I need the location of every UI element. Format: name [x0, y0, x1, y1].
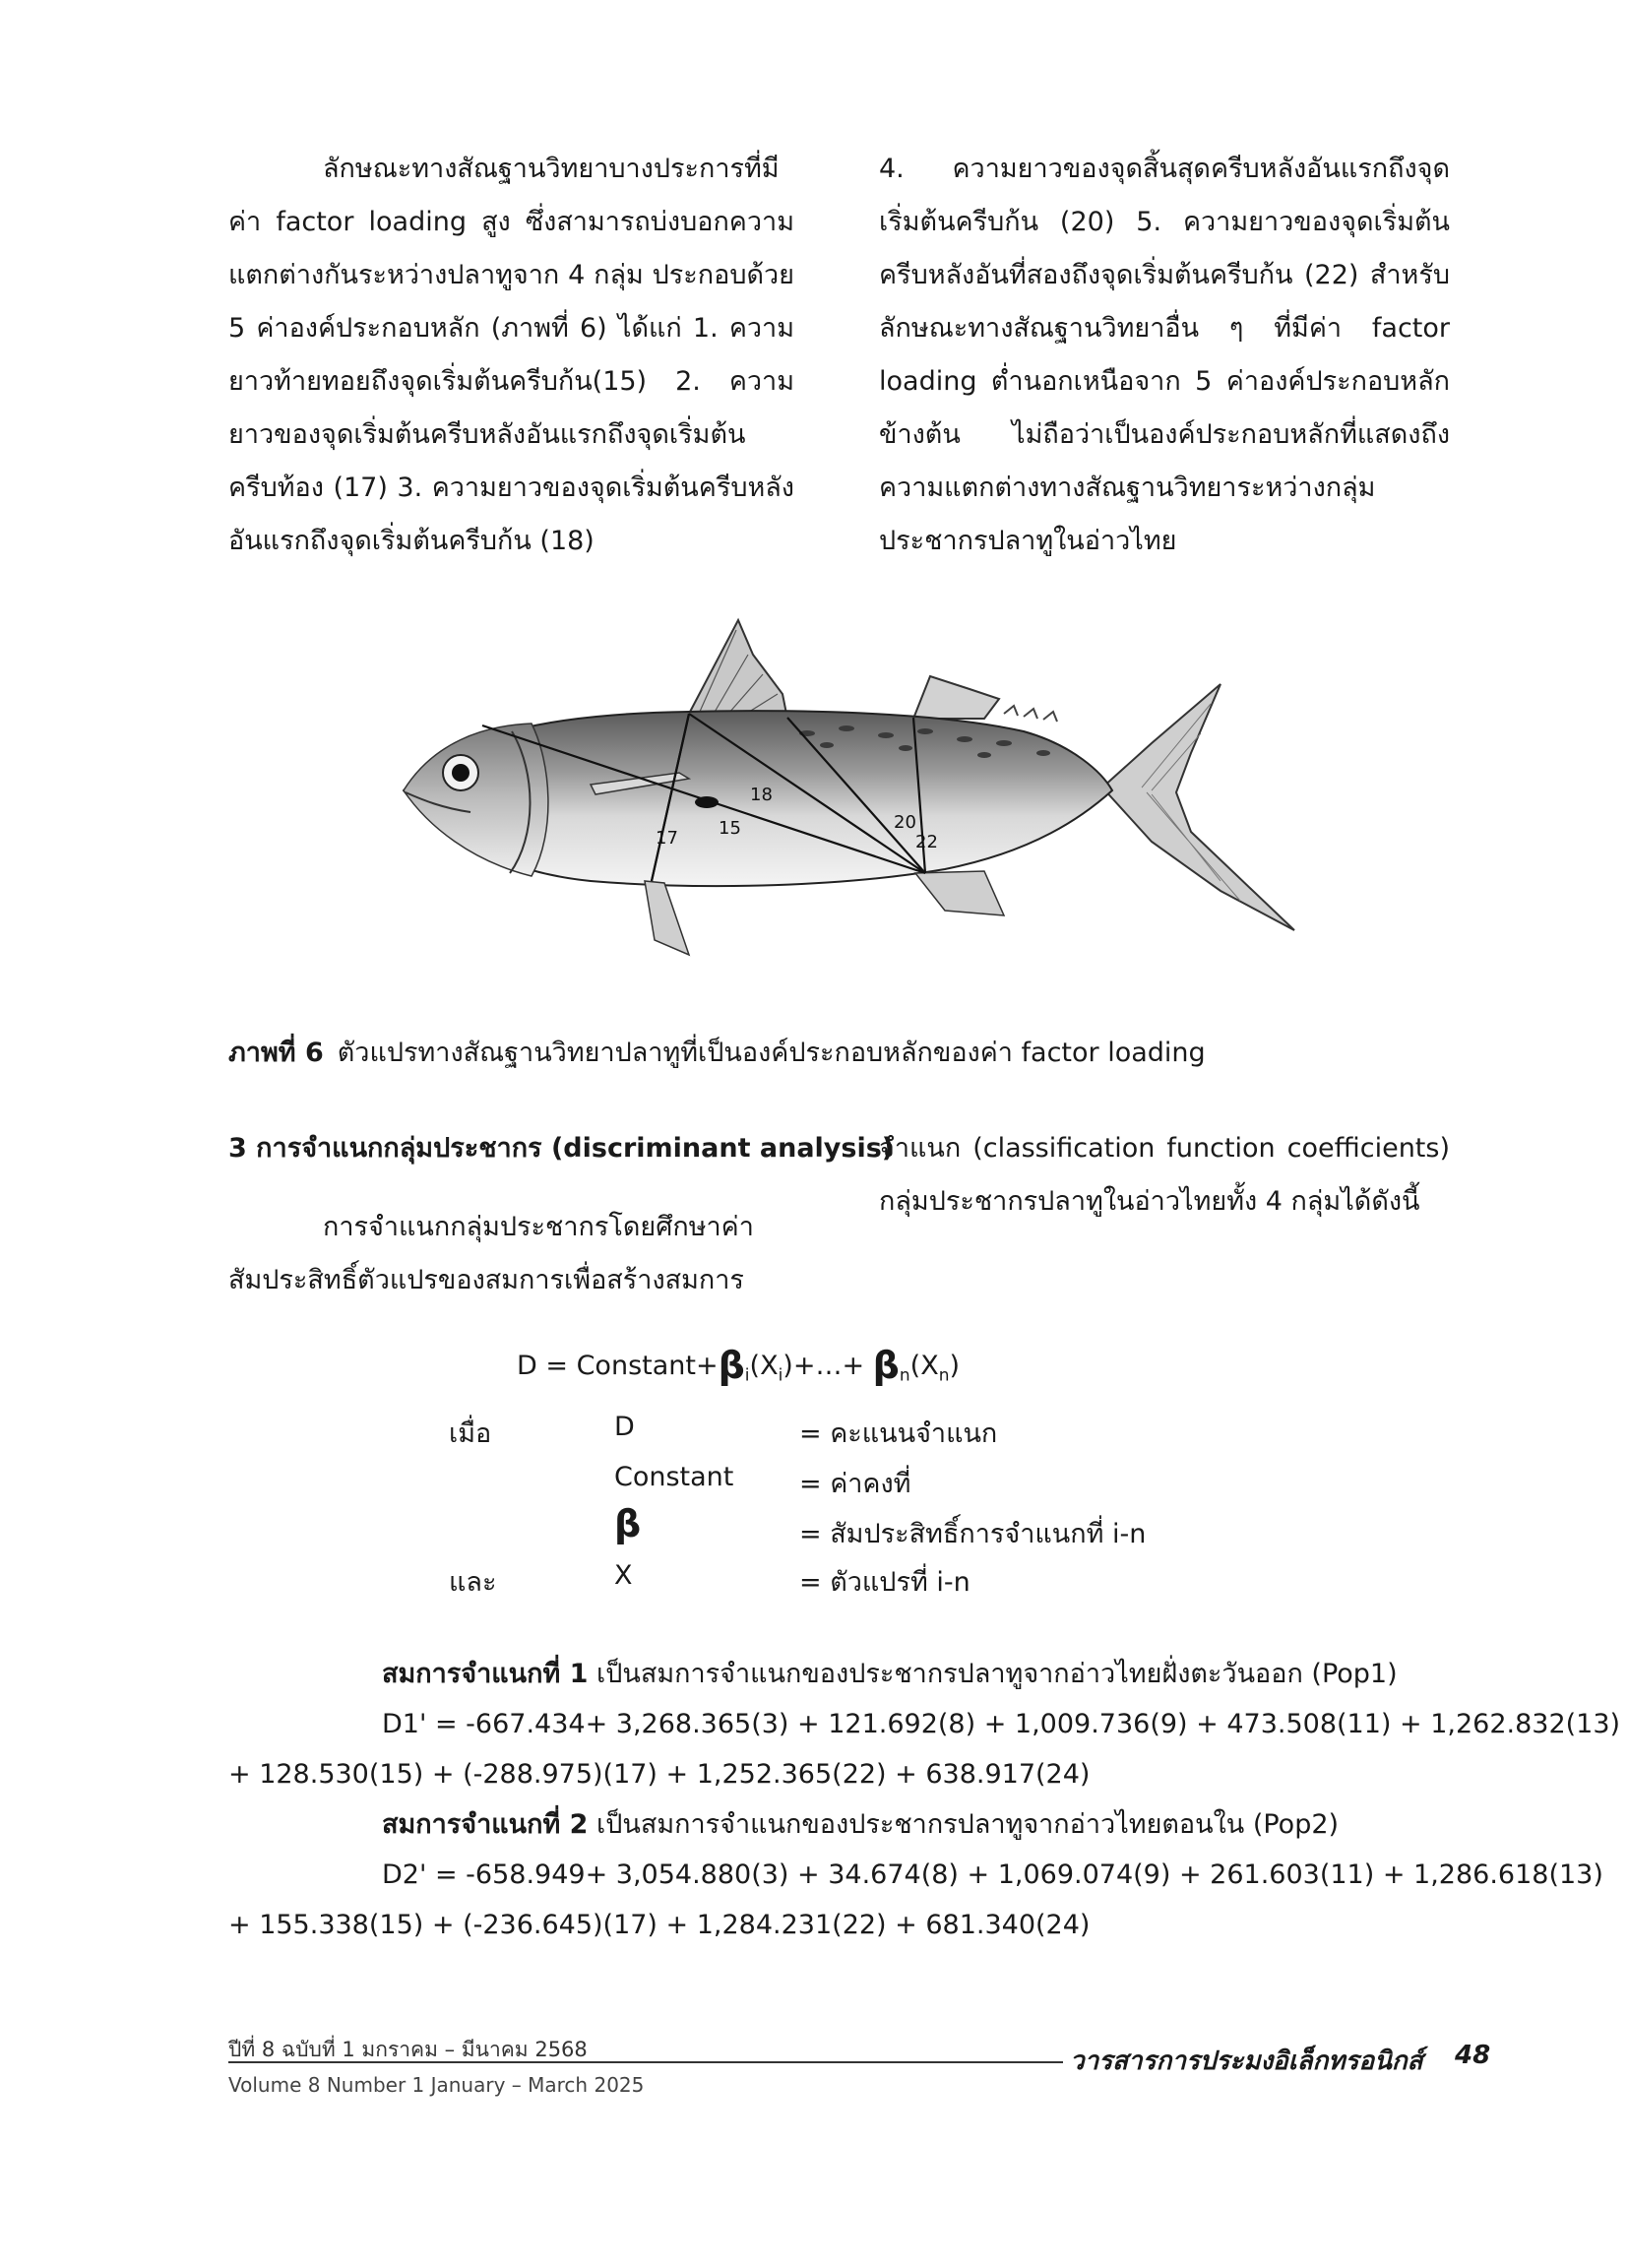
- footer-rule: [228, 2061, 1063, 2063]
- measure-label-17: 17: [656, 828, 678, 849]
- measure-label-15: 15: [719, 818, 741, 839]
- body-text: การจำแนกกลุ่มประชากรโดยศึกษาค่าสัมประสิทธิ์ตัวแปรของสมการเพื่อสร้างสมการ: [228, 1212, 754, 1295]
- definition-desc: = คะแนนจำแนก: [799, 1418, 998, 1449]
- discriminant-equation-1: สมการจำแนกที่ 1 เป็นสมการจำแนกของประชากรปลาทูจากอ่าวไทยฝั่งตะวันออก (Pop1) D1' = -667.434+ 3,268.365(3) + 121.692(8) + 1,009.736(9) + 473.508(11) + 1,262.832(13) + 128.530(15) + (-288.975)(17) + 1,252.365(22) + 638.917(24): [228, 1659, 1621, 1790]
- definition-desc: = สัมประสิทธิ์การจำแนกที่ i-n: [799, 1519, 1147, 1549]
- caption-label: ภาพที่ 6: [228, 1038, 324, 1068]
- section-3-right: [879, 1122, 1450, 1228]
- body-text: 4. ความยาวของจุดสิ้นสุดครีบหลังอันแรกถึงจุดเริ่มต้นครีบก้น (20) 5. ความยาวของจุดเริ่มต้นครีบหลังอันที่สองถึงจุดเริ่มต้นครีบก้น (22) สำหรับลักษณะทางสัณฐานวิทยาอื่น ๆ ที่มีค่า factor loading ต่ำนอกเหนือจาก 5 ค่าองค์ประกอบหลักข้างต้น ไม่ถือว่าเป็นองค์ประกอบหลักที่แสดงถึงความแตกต่างทางสัณฐานวิทยาระหว่างกลุ่มประชากรปลาทูในอ่าวไทย: [879, 154, 1450, 556]
- paragraph-left-1: [228, 143, 794, 568]
- paragraph-right-1: [879, 143, 1450, 568]
- caption-text: ตัวแปรทางสัณฐานวิทยาปลาทูที่เป็นองค์ประกอบหลักของค่า factor loading: [337, 1038, 1206, 1068]
- body-text: ลักษณะทางสัณฐานวิทยาบางประการที่มีค่า factor loading สูง ซึ่งสามารถบ่งบอกความแตกต่างกันระหว่างปลาทูจาก 4 กลุ่ม ประกอบด้วย 5 ค่าองค์ประกอบหลัก (ภาพที่ 6) ได้แก่ 1. ความยาวท้ายทอยถึงจุดเริ่มต้นครีบก้น(15) 2. ความยาวของจุดเริ่มต้นครีบหลังอันแรกถึงจุดเริ่มต้นครีบท้อง (17) 3. ความยาวของจุดเริ่มต้นครีบหลังอันแรกถึงจุดเริ่มต้นครีบก้น (18): [228, 154, 794, 556]
- definition-symbol: β: [614, 1502, 642, 1545]
- definition-desc: = ตัวแปรที่ i-n: [799, 1567, 971, 1598]
- fish-figure: [394, 615, 1319, 999]
- definition-symbol: D: [614, 1412, 635, 1442]
- discriminant-equation-2: สมการจำแนกที่ 2 เป็นสมการจำแนกของประชากรปลาทูจากอ่าวไทยตอนใน (Pop2) D2' = -658.949+ 3,054.880(3) + 34.674(8) + 1,069.074(9) + 261.603(11) + 1,286.618(13) + 155.338(15) + (-236.645)(17) + 1,284.231(22) + 681.340(24): [228, 1809, 1603, 1940]
- definition-symbol: X: [614, 1560, 633, 1591]
- definition-symbol: Constant: [614, 1462, 734, 1492]
- definition-when: เมื่อ: [449, 1418, 492, 1449]
- figure-caption: [228, 1031, 1206, 1073]
- second-dorsal-fin: [913, 676, 999, 719]
- anal-fin: [915, 871, 1004, 915]
- section-3-left: [228, 1122, 895, 1307]
- definition-and: และ: [449, 1567, 497, 1598]
- general-equation: $D = Constant+\beta_i(X_i)+\dots+ \beta_n(X_n)$: [517, 1344, 961, 1387]
- footer-journal-name: วารสารการประมงอิเล็กทรอนิกส์: [1070, 2047, 1423, 2076]
- section-heading: 3 การจำแนกกลุ่มประชากร (discriminant analysis): [228, 1133, 895, 1164]
- measure-label-22: 22: [915, 832, 938, 852]
- footer-issue-en: Volume 8 Number 1 January – March 2025: [228, 2073, 645, 2097]
- measure-label-18: 18: [750, 785, 773, 805]
- definition-desc: = ค่าคงที่: [799, 1469, 911, 1499]
- body-text: จำแนก (classification function coefficients) กลุ่มประชากรปลาทูในอ่าวไทยทั้ง 4 กลุ่มได้ดังนี้: [879, 1133, 1450, 1217]
- footer-issue-th: ปีที่ 8 ฉบับที่ 1 มกราคม – มีนาคม 2568: [228, 2038, 588, 2061]
- pelvic-fin: [645, 881, 689, 955]
- page-number: 48: [1455, 2041, 1491, 2070]
- tail-fin: [1102, 684, 1294, 930]
- measure-label-20: 20: [894, 812, 916, 833]
